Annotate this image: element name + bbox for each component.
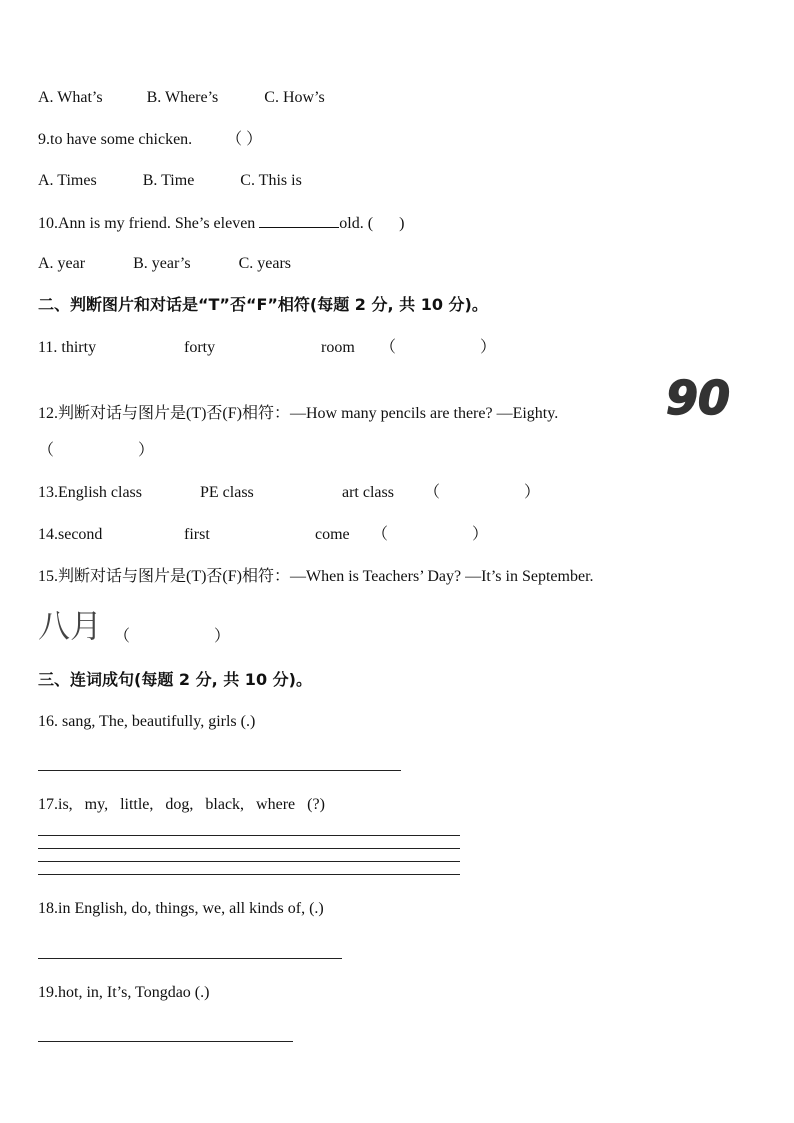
q10-option-a: A. year <box>38 255 86 272</box>
q9-options <box>38 171 302 191</box>
q8-option-c: C. How’s <box>264 89 325 106</box>
q11-answer-paren: （ ） <box>380 339 537 356</box>
q14-word-2: first <box>184 526 210 543</box>
q15-answer-paren: （ ） <box>114 628 271 645</box>
q13-answer-paren: （ ） <box>424 484 581 501</box>
q9-text: 9.to have some chicken. <box>38 131 193 148</box>
q10-text-after: old. ( <box>339 215 374 232</box>
q12-paren-line <box>38 441 194 461</box>
q8-option-b: B. Where’s <box>146 89 219 106</box>
q14-answer-paren: （ ） <box>372 526 529 543</box>
q12-answer-paren: （ ） <box>38 442 195 459</box>
q10-option-b: B. year’s <box>133 255 191 272</box>
q13-question <box>38 483 580 503</box>
q15-question: 15.判断对话与图片是(T)否(F)相符：—When is Teachers’ Day? —It’s in September. <box>38 568 594 585</box>
q17-answer-line-2 <box>38 848 460 849</box>
q12-question: 12.判断对话与图片是(T)否(F)相符：—How many pencils are there? —Eighty. <box>38 405 559 422</box>
q10-option-c: C. years <box>238 255 291 272</box>
q14-question <box>38 525 528 545</box>
q13-word-2: PE class <box>200 484 254 501</box>
section-3-title: 三、连词成句(每题 2 分, 共 10 分)。 <box>38 670 312 689</box>
q9-option-a: A. Times <box>38 172 97 189</box>
q9-question <box>38 130 262 150</box>
q17-answer-line-3 <box>38 861 460 862</box>
q9-option-c: C. This is <box>240 172 302 189</box>
q10-question <box>38 213 404 234</box>
q11-word-1: 11. thirty <box>38 339 97 356</box>
q10-text-before: 10.Ann is my friend. She’s eleven <box>38 215 256 232</box>
q8-options <box>38 88 325 108</box>
q13-word-1: 13.English class <box>38 484 142 501</box>
q10-paren-close: ) <box>399 215 405 232</box>
q17-question: 17.is, my, little, dog, black, where (?) <box>38 796 325 813</box>
q11-word-3: room <box>321 339 355 356</box>
q19-answer-line <box>38 1041 293 1042</box>
q16-answer-line <box>38 770 401 771</box>
q18-question: 18.in English, do, things, we, all kinds of, (.) <box>38 900 324 917</box>
number-90-image <box>665 372 735 422</box>
q15-paren-line <box>114 627 270 647</box>
august-image <box>38 604 114 646</box>
q10-blank <box>259 213 339 228</box>
q17-answer-line-1 <box>38 835 460 836</box>
q11-question <box>38 338 536 358</box>
section-2-title: 二、判断图片和对话是“T”否“F”相符(每题 2 分, 共 10 分)。 <box>38 295 488 314</box>
q14-word-3: come <box>315 526 350 543</box>
q11-word-2: forty <box>184 339 216 356</box>
q13-word-3: art class <box>342 484 394 501</box>
q8-option-a: A. What’s <box>38 89 103 106</box>
q14-word-1: 14.second <box>38 526 103 543</box>
q19-question: 19.hot, in, It’s, Tongdao (.) <box>38 984 210 1001</box>
q9-answer-paren: （ ） <box>226 131 263 148</box>
q17-answer-line-4 <box>38 874 460 875</box>
q10-options <box>38 254 291 274</box>
q9-option-b: B. Time <box>142 172 195 189</box>
august-text: 八月 <box>38 607 103 645</box>
number-90-text: 90 <box>666 372 731 422</box>
q16-question: 16. sang, The, beautifully, girls (.) <box>38 713 256 730</box>
q18-answer-line <box>38 958 342 959</box>
